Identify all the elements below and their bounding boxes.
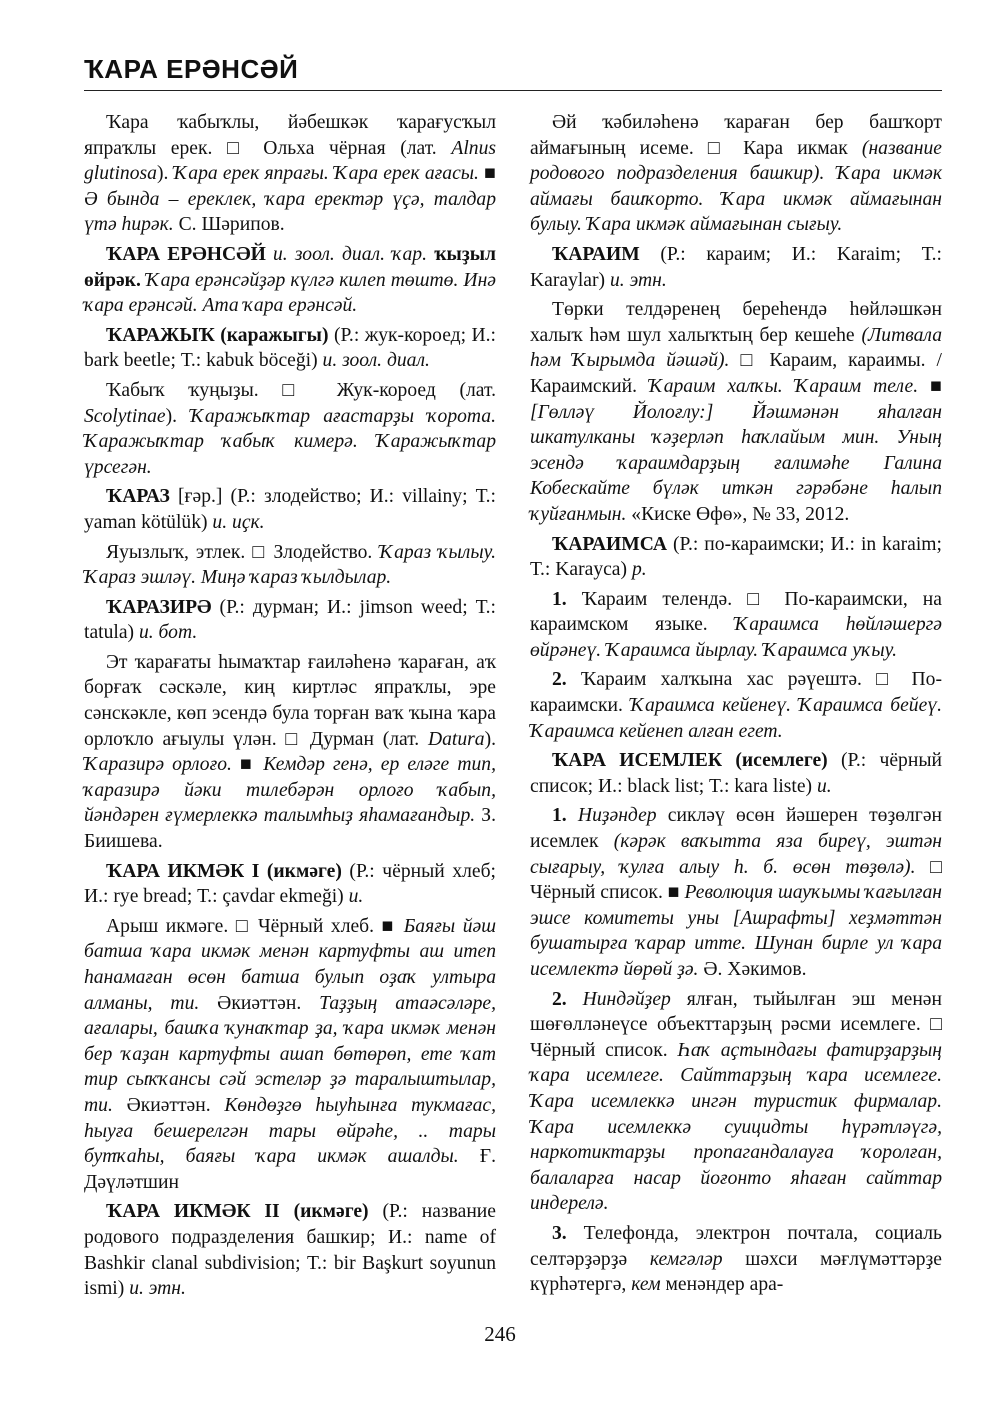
entry-text: □ Караим, караимы. / Караимский. [530, 350, 942, 397]
entry-text: Ҡараз ҡылыу. Ҡараз эшләү. Миңә ҡараз ҡылдылар. [84, 541, 496, 589]
entry-text: Ҡараимса һөйләшергә өйрәнеү. Ҡараимса йырлау. Ҡараимса уҡыу. [530, 614, 942, 661]
entry-text: (Р.: чёрный список; И.: black list; Т.: kara liste) [530, 750, 942, 797]
entry-text: и. этн. [129, 1278, 186, 1300]
entry-text: и. бот. [138, 622, 198, 644]
entry-text: Ҡараимса кейенеү. Ҡараимса бейеү. Ҡараимса кейенеп алған егет. [530, 695, 942, 742]
entry-text: З. Биишева. [84, 805, 496, 853]
entry-text: Әкиәттән. [199, 992, 320, 1014]
dictionary-paragraph [530, 242, 942, 293]
entry-text: С. Шәрипов. [173, 214, 285, 236]
entry-text: Ә бында – ереклек, ҡара еректәр үҫә, талдар үтә һирәк. [84, 188, 496, 236]
dictionary-paragraph [84, 110, 496, 238]
entry-text: ■ [918, 375, 943, 397]
entry-text: ялған, тыйылған эш менән шөғөлләнеүсе объекттарҙың рәсми исемлеге. □ Чёрный список. [530, 988, 942, 1061]
entry-text: (Р.: жук-короед; И.: bark beetle; Т.: kabuk böceği) [84, 324, 496, 372]
entry-text: и. [816, 775, 832, 797]
dictionary-paragraph [84, 1199, 496, 1301]
entry-text: Төрки телдәренең береһендә һөйләшкән халыҡ һәм шул халыҡтың бер кешеһе [530, 299, 942, 346]
entry-headword: ҠАРАЗИРӘ [106, 596, 212, 618]
entry-text: Ҡараим телендә. □ По-караимски, на караимском языке. [530, 588, 942, 636]
entry-text: Scolytinae [84, 405, 166, 427]
dictionary-paragraph [84, 242, 496, 319]
entry-headword: ҠАРА ИСЕМЛЕК (исемлеге) [552, 750, 828, 772]
entry-text: Ҡараим халҡына хас рәүештә. □ По-караимски. [530, 669, 942, 717]
page-number: 246 [484, 1322, 516, 1346]
entry-headword: ҠАРАИМСА [552, 533, 668, 555]
entry-text: (Р.: название родового подразделения башкир; И.: name of Bashkir clanal subdivision; Т.: bir Başkurt soyunun ismi) [84, 1201, 496, 1300]
dictionary-paragraph [84, 484, 496, 535]
dictionary-paragraph [84, 323, 496, 374]
entry-text: ■ [231, 754, 264, 776]
dictionary-paragraph [530, 1221, 942, 1298]
dictionary-paragraph [530, 987, 942, 1217]
entry-text: [Гөлләү Йолоғлу:] Йәшмәнән яһалған шкатулканы ҡәҙерләп һаҡлайым мин. Уның эсендә ҡараимдарҙың ғалимәһе Галина Кобескайте бүләк иткән гәрәбәне һалып ҡуйғанмын. [530, 401, 942, 525]
entry-text: Ҡара ерек япрағы. Ҡара ерек ағасы. [173, 163, 479, 185]
entry-text: Ҡаражыҡтар ағастарҙы ҡорота. Ҡаражыҡтар ҡабыҡ кимерә. Ҡаражыҡтар үрсегән. [84, 405, 497, 478]
entry-text: Ҡара ерәнсәйҙәр күлгә килеп төштө. Инә ҡара ерәнсәй. Ата ҡара ерәнсәй. [84, 269, 496, 317]
dictionary-paragraph [530, 667, 942, 744]
entry-text: Ҡараим халҡы. Ҡараим теле. [649, 375, 919, 397]
entry-text: р. [631, 559, 647, 581]
entry-headword: 3. [552, 1222, 567, 1244]
entry-text: Alnus glutinosa [84, 137, 496, 185]
entry-text: Көндөҙгө һыуһынға тукмағас, һыуға бешерелгән тары өйрәһе, .. тары бутҡаһы, баяғы ҡара икмәк ашалды. [84, 1094, 496, 1168]
entry-text: (название родового подразделения башкир). Ҡара икмәк аймағы башҡорто. Ҡара икмәк аймағынан булыу. Ҡара икмәк аймағынан сығыу. [530, 137, 942, 236]
entry-text: Ниндәйҙер [582, 988, 671, 1010]
entry-headword: ҠАРА ЕРӘНСӘЙ [106, 243, 266, 265]
entry-text: Революция шауҡымы ҡағылған эшсе комитеты уны [Ашрафты] хеҙмәттән бушатырға ҡарар итте. Шунан бирле ул ҡара исемлектә йөрөй ҙә. [530, 882, 943, 980]
running-title: ҠАРА ЕРӘНСӘЙ [84, 54, 299, 84]
entry-headword: ҡыҙыл өйрәк. [84, 243, 497, 291]
entry-headword: ҠАРА ИКМӘК I (икмәге) [106, 860, 342, 882]
entry-text: Телефонда, электрон почтала, социаль селтәрҙәрҙә [530, 1222, 942, 1270]
entry-text: Ниҙәндер [577, 805, 657, 827]
entry-text: и. зоол. диал. [322, 350, 430, 372]
entry-text: Әкиәттән. [112, 1094, 225, 1116]
dictionary-paragraph [84, 914, 496, 1196]
entry-text: (Р.: дурман; И.: jimson weed; Т.: tatula) [84, 596, 496, 644]
dictionary-paragraph [84, 650, 496, 855]
entry-headword: 1. [552, 588, 567, 610]
entry-text: кем [631, 1274, 661, 1296]
entry-text: «Киске Өфө», № 33, 2012. [626, 503, 850, 525]
dictionary-paragraph [530, 748, 942, 799]
entry-text: и. [348, 886, 364, 908]
entry-text: (Литвала һәм Ҡырымда йәшәй). [530, 324, 942, 372]
dictionary-paragraph [530, 587, 942, 664]
header-rule [84, 90, 942, 91]
entry-text: Кемдәр генә, ер еләге тип, ҡаразирә йәки тилебәрән орлоғо ҡабып, йәндәрен ғүмерлеккә талымһыҙ яһамағандыр. [84, 754, 496, 827]
entry-text: Таҙҙың атаәсәләре, ағалары, башҡа ҡунаҡтар ҙа, ҡара икмәк менән бер ҡаҙан картуфты ашап бөтөрөп, ете ҡат тир сыҡҡансы сәй эстеләр ҙә таралыштылар, ти. [84, 992, 497, 1116]
entry-text: Ҡара ҡабыҡлы, йәбешкәк ҡарағусҡыл япраҡлы ерек. □ Ольха чёрная (лат. [84, 112, 496, 159]
entry-text: Яуызлыҡ, этлек. □ Злодейство. [106, 541, 380, 563]
entry-headword: 2. [552, 988, 567, 1010]
dictionary-paragraph [84, 378, 496, 480]
entry-text: шәхси мәғлүмәттәрҙе күрһәтергә, [530, 1248, 942, 1296]
entry-text: кемгәләр [649, 1248, 723, 1270]
entry-headword: ҠАРА ИКМӘК II (икмәге) [106, 1201, 369, 1223]
entry-headword: 1. [552, 805, 567, 827]
entry-text: (Р.: чёрный хлеб; И.: rye bread; Т.: çavdar ekmeği) [84, 860, 496, 908]
entry-text: Ҡабыҡ ҡуңыҙы. □ Жук-короед (лат. [106, 379, 496, 401]
entry-text: ). [156, 163, 174, 185]
right-column [530, 110, 942, 1302]
entry-text: Һаҡ аҫтындағы фатирҙарҙың ҡара исемлеге. Сайттарҙың ҡара исемлеге. Ҡара исемлеккә ингән туристик фирмалар. Ҡара исемлеккә суицидты һүрәтләүгә, наркотиктарҙы пропагандалауға ҡоролған, балаларға насар йоғонто яһаған сайттар индерелә. [530, 1039, 942, 1215]
entry-text: ). [165, 405, 191, 427]
entry-text: □ Чёрный список. ■ [530, 856, 942, 904]
entry-text: Ә. Хәкимов. [698, 959, 807, 980]
entry-headword: ҠАРАЖЫҠ (каражыгы) [106, 324, 329, 346]
dictionary-paragraph [84, 540, 496, 591]
entry-text: Әй ҡәбиләһенә ҡараған бер башҡорт аймағының исеме. □ Кара икмак [530, 112, 942, 159]
dictionary-paragraph [530, 803, 942, 982]
left-column [84, 110, 496, 1306]
entry-text: ). [484, 728, 496, 750]
entry-headword: ҠАРАЗ [106, 486, 170, 508]
entry-headword: ҠАРАИМ [552, 243, 640, 265]
entry-text: Ҡаразирә орлоғо. [84, 754, 232, 776]
entry-text: менәндер ара- [660, 1274, 784, 1296]
entry-text [567, 989, 583, 1010]
entry-text: Эт ҡарағаты һымаҡтар ғаиләһенә ҡараған, аҡ борғаҡ сәскәле, киң киртләс япраҡлы, эре сәнскәкле, көп эсендә була торған ваҡ ҡына ҡара орлоҡло ағыулы үлән. □ Дурман (лат. [84, 651, 496, 750]
entry-text: Баяғы йәш батша ҡара икмәк менән картуфты аш итеп һанамаған өсөн батша булып оҙаҡ ултыра алманы, ти. [84, 915, 496, 1014]
dictionary-paragraph [530, 297, 942, 527]
entry-text: (Р.: по-караимски; И.: in karaim; Т.: Karayca) [530, 533, 942, 581]
entry-text: [ғәр.] (Р.: злодейство; И.: villainy; Т.: yaman kötülük) [84, 486, 496, 533]
dictionary-paragraph [84, 859, 496, 910]
entry-headword: 2. [552, 669, 567, 691]
entry-text: и. этн. [609, 269, 667, 291]
entry-text: сикләү өсөн йәшерен төҙөлгән исемлек [530, 805, 942, 853]
dictionary-paragraph [84, 595, 496, 646]
entry-text: (кәрәк ваҡытта яза биреү, эштән сығарыу, ҡулға алыу һ. б. өсөн төҙөлә). [530, 831, 942, 878]
entry-text: и. зоол. диал. ҡар. [265, 243, 427, 265]
entry-text: Ғ. Дәүләтшин [84, 1146, 496, 1193]
entry-text: ■ [478, 163, 496, 185]
entry-text [567, 805, 578, 826]
entry-text: Арыш икмәге. □ Чёрный хлеб. ■ [106, 915, 404, 937]
entry-text: Datura [427, 728, 485, 750]
entry-text: и. иҫк. [212, 511, 265, 533]
dictionary-paragraph [530, 532, 942, 583]
dictionary-paragraph [530, 110, 942, 238]
entry-text: (Р.: караим; И.: Karaim; Т.: Karaylar) [530, 243, 942, 291]
